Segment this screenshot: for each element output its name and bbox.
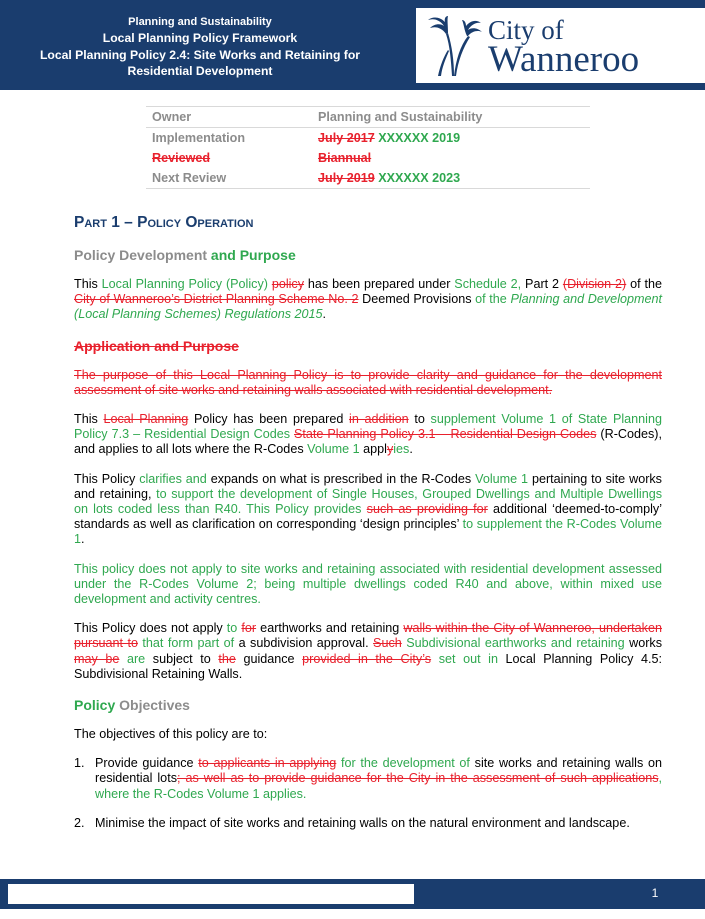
implementation-value [312, 127, 590, 148]
owner-label: Owner [146, 107, 312, 128]
section-heading-objectives: Policy Objectives [74, 697, 190, 714]
header-framework: Local Planning Policy Framework [102, 31, 298, 46]
meta-row-next-review [146, 168, 590, 189]
meta-row-reviewed [146, 148, 590, 169]
next-review-label: Next Review [146, 168, 312, 189]
meta-row-implementation [146, 127, 590, 148]
section-heading-development: Policy Development and Purpose [74, 247, 296, 263]
objectives-list [74, 756, 662, 831]
owner-value: Planning and Sustainability [312, 107, 590, 128]
section-heading-application: Application and Purpose [74, 337, 239, 354]
development-paragraph: This Local Planning Policy (Policy) policy has been prepared under Schedule 2, Part 2 (Division 2) of the City of Wanneroo’s District Planning Scheme No. 2 Deemed Provisions of the Planning and Development (Local Planning Schemes) Regulations 2015. [74, 277, 662, 322]
application-paragraph: This Local Planning Policy has been prepared in addition to supplement Volume 1 of State Planning Policy 7.3 – Residential Design Codes State Planning Policy 3.1 – Residential Design Codes (R-Codes), and applies to all lots where the R-Codes Volume 1 applyies. [74, 412, 662, 457]
logo-city-of: City of [488, 15, 564, 45]
document-body [74, 213, 662, 845]
page-number: 1 [651, 886, 659, 900]
header-department: Planning and Sustainability [128, 16, 272, 28]
subdivision-paragraph: This Policy does not apply to for earthworks and retaining walls within the City of Wanneroo, undertaken pursuant to that form part of a subdivision approval. Such Subdivisional earthworks and retaining works may be are subject to the guidance provided in the City’s set out in Local Planning Policy 4.5: Subdivisional Retaining Walls. [74, 621, 663, 681]
reviewed-value: Biannual [318, 150, 372, 165]
reviewed-label: Reviewed [152, 150, 211, 165]
objective-item: 1. Provide guidance to applicants in applying for the development of site works and retaining walls on residential lots; as well as to provide guidance for the City in the assessment of such applications, where the R-Codes Volume 1 applies. [74, 756, 662, 801]
part-title: Part 1 – Policy Operation [74, 214, 254, 231]
kangaroo-paw-logo-icon [424, 16, 482, 78]
implementation-new-date: XXXXXX 2019 [378, 130, 461, 145]
policy-meta-table [146, 106, 590, 189]
logo-wanneroo: Wanneroo [488, 39, 640, 80]
header-policy-title: Local Planning Policy 2.4: Site Works and Retaining for Residential Development [39, 47, 361, 78]
meta-row-owner [146, 107, 590, 128]
objectives-intro: The objectives of this policy are to: [74, 727, 268, 742]
city-logo-wordmark [488, 16, 639, 78]
scope-paragraph: This Policy clarifies and expands on what is prescribed in the R-Codes Volume 1 pertaining to site works and retaining, to support the development of Single Houses, Grouped Dwellings and Multiple Dwellings on lots coded less than R40. This Policy provides such as providing for additional ‘deemed-to-comply’ standards as well as clarification on corresponding ‘design principles’ to supplement the R-Codes Volume 1. [74, 471, 663, 547]
next-review-new-date: XXXXXX 2023 [378, 171, 461, 185]
objective-item: 2. Minimise the impact of site works and retaining walls on the natural environment and landscape. [74, 815, 630, 830]
implementation-label: Implementation [152, 130, 246, 145]
exclusion-paragraph: This policy does not apply to site works and retaining associated with residential development assessed under the R-Codes Volume 2; being multiple dwellings coded R40 and above, within mixed use development and activity centres. [74, 561, 662, 607]
next-review-value [312, 168, 590, 189]
next-review-old-date: July 2019 [318, 171, 375, 185]
implementation-old-date: July 2017 [318, 130, 375, 145]
purpose-paragraph-deleted: The purpose of this Local Planning Policy is to provide clarity and guidance for the development assessment of site works and retaining walls associated with residential development. [74, 367, 662, 397]
header-title-block [10, 14, 390, 79]
footer-white-band [8, 884, 414, 904]
